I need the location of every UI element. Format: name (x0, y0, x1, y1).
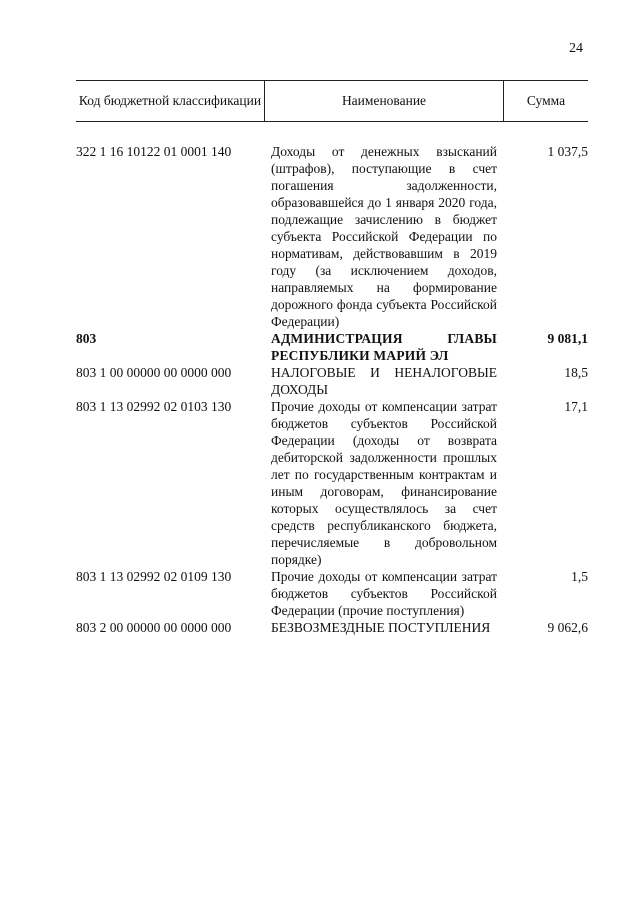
row-sum: 1 037,5 (547, 144, 588, 159)
header-sum: Сумма (526, 93, 566, 108)
table-row (76, 398, 588, 568)
row-sum: 17,1 (564, 399, 588, 414)
row-name: Прочие доходы от компенсации затрат бюджетов субъектов Российской Федерации (доходы от возврата дебиторской задолженности прошлых лет по государственным контрактам и иным договорам, финансирование которых осуществлялось за счет средств республиканского бюджета, перечисляемые в добровольном порядке) (271, 399, 497, 567)
row-name: НАЛОГОВЫЕ И НЕНАЛОГОВЫЕ ДОХОДЫ (271, 365, 497, 397)
row-name: Прочие доходы от компенсации затрат бюджетов субъектов Российской Федерации (прочие поступления) (271, 569, 497, 618)
table-body (76, 143, 588, 636)
header-name: Наименование (265, 81, 504, 121)
table-row (76, 330, 588, 364)
row-code: 803 1 13 02992 02 0109 130 (76, 569, 232, 584)
row-code: 803 2 00 00000 00 0000 000 (76, 620, 232, 635)
table-header (76, 80, 588, 122)
row-name: Доходы от денежных взысканий (штрафов), поступающие в счет погашения задолженности, образовавшейся до 1 января 2020 года, подлежащие зачислению в бюджет субъекта Российской Федерации по нормативам, действовавшим в 2019 году (за исключением доходов, направляемых на формирование дорожного фонда субъекта Российской Федерации) (271, 144, 497, 329)
row-name: БЕЗВОЗМЕЗДНЫЕ ПОСТУПЛЕНИЯ (271, 620, 491, 635)
row-sum: 18,5 (564, 365, 588, 380)
row-code: 803 (76, 331, 97, 346)
table-row (76, 143, 588, 330)
table-row (76, 568, 588, 619)
row-sum: 1,5 (571, 569, 588, 584)
page-number: 24 (569, 41, 583, 56)
table-row (76, 619, 588, 636)
table-row (76, 364, 588, 398)
row-name: АДМИНИСТРАЦИЯ ГЛАВЫ РЕСПУБЛИКИ МАРИЙ ЭЛ (271, 331, 497, 363)
row-sum: 9 062,6 (547, 620, 588, 635)
row-code: 803 1 13 02992 02 0103 130 (76, 399, 232, 414)
row-code: 803 1 00 00000 00 0000 000 (76, 365, 232, 380)
row-code: 322 1 16 10122 01 0001 140 (76, 144, 232, 159)
header-code: Код бюджетной классификации (76, 81, 265, 121)
row-sum: 9 081,1 (547, 331, 588, 346)
